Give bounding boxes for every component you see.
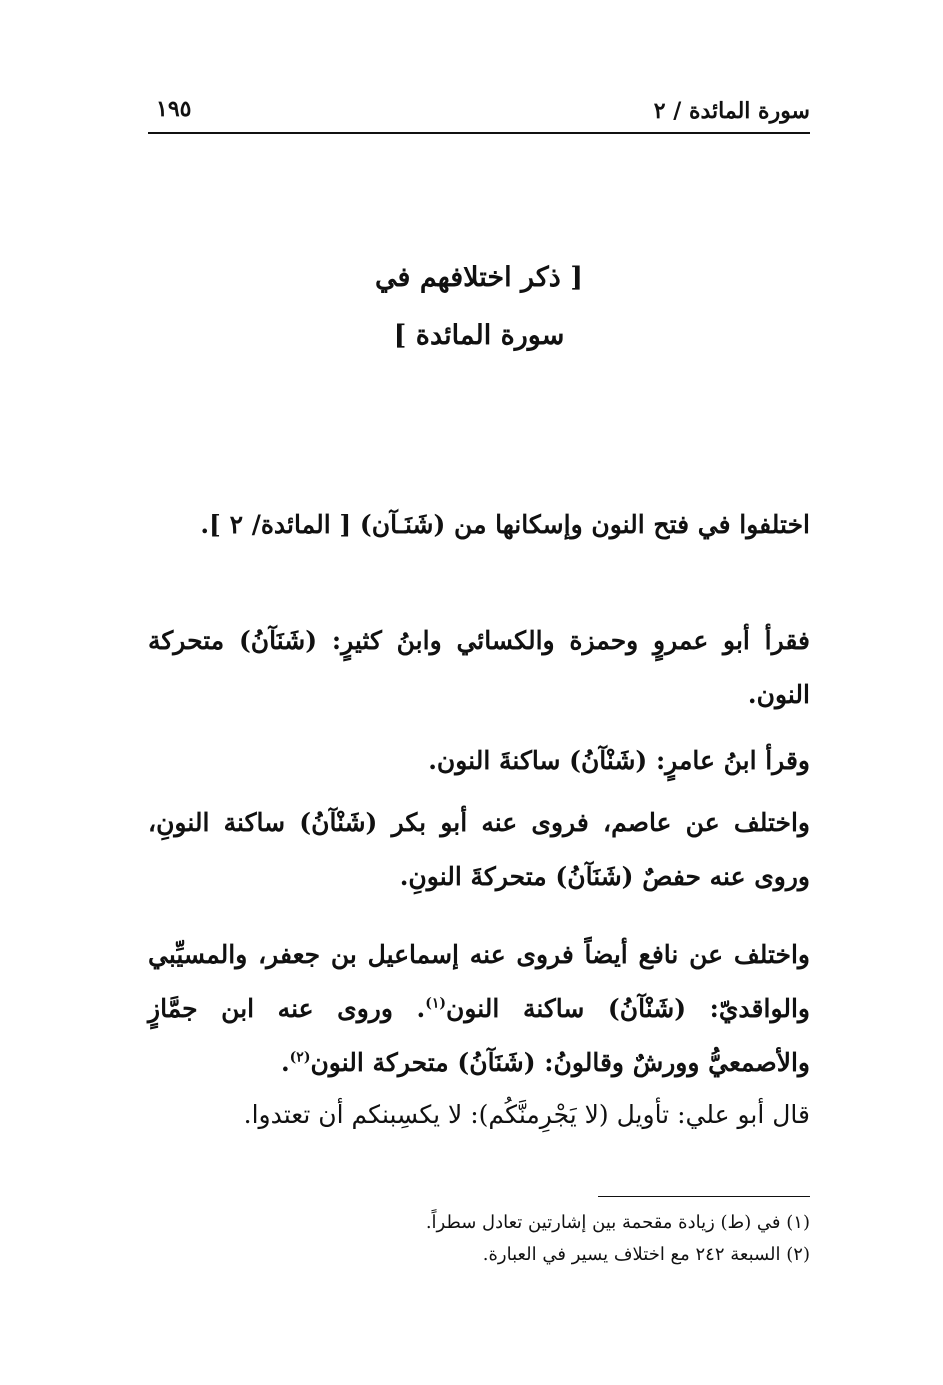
footnote: (١) في (ط) زيادة مقحمة بين إشارتين تعادل سطراً.: [425, 1212, 810, 1233]
paragraph: اختلفوا في فتح النون وإسكانها من (شَنَـآن) [ المائدة/ ٢ ].: [200, 510, 810, 539]
footnote-reference[interactable]: (١): [425, 995, 446, 1012]
paragraph: [148, 928, 878, 1090]
paragraph: فقرأ أبو عمروٍ وحمزة والكسائي وابنُ كثيرٍ: (شَنَآنُ) متحركة النون.: [148, 626, 810, 709]
footnote: (٢) السبعة ٢٤٢ مع اختلاف يسير في العبارة.: [482, 1244, 810, 1265]
paragraph-text: . وروى عنه ابن جمَّازٍ والأصمعيُّ وورشٌ وقالونُ: (شَنَآنُ) متحركة النون: [148, 994, 810, 1077]
footnote-reference[interactable]: (٢): [289, 1049, 311, 1066]
paragraph: وقرأ ابنُ عامرٍ: (شَنْآنُ) ساكنةَ النون.: [428, 746, 810, 775]
chapter-title-line-2: سورة المائدة ]: [393, 320, 565, 351]
page-number: ١٩٥: [156, 96, 192, 122]
chapter-title-line-1: [ ذكر اختلافهم في: [375, 262, 583, 293]
paragraph-text: واختلف عن نافع أيضاً فروى عنه إسماعيل بن جعفر، والمسيِّبي والواقديّ: (شَنْآنُ) ساكنة النون: [148, 940, 810, 1023]
paragraph: واختلف عن عاصم، فروى عنه أبو بكر (شَنْآنُ) ساكنة النونِ، وروى عنه حفصٌ (شَنَآنُ) متحركةَ النونِ.: [148, 808, 810, 891]
running-title: سورة المائدة / ٢: [653, 98, 810, 124]
paragraph: قال أبو علي: تأويل (لا يَجْرِمنَّكُم): لا يكسِبنكم أن تعتدوا.: [243, 1100, 810, 1129]
page-header: [148, 96, 810, 134]
footnote-divider: [598, 1196, 810, 1197]
paragraph-text: .: [280, 1048, 290, 1077]
